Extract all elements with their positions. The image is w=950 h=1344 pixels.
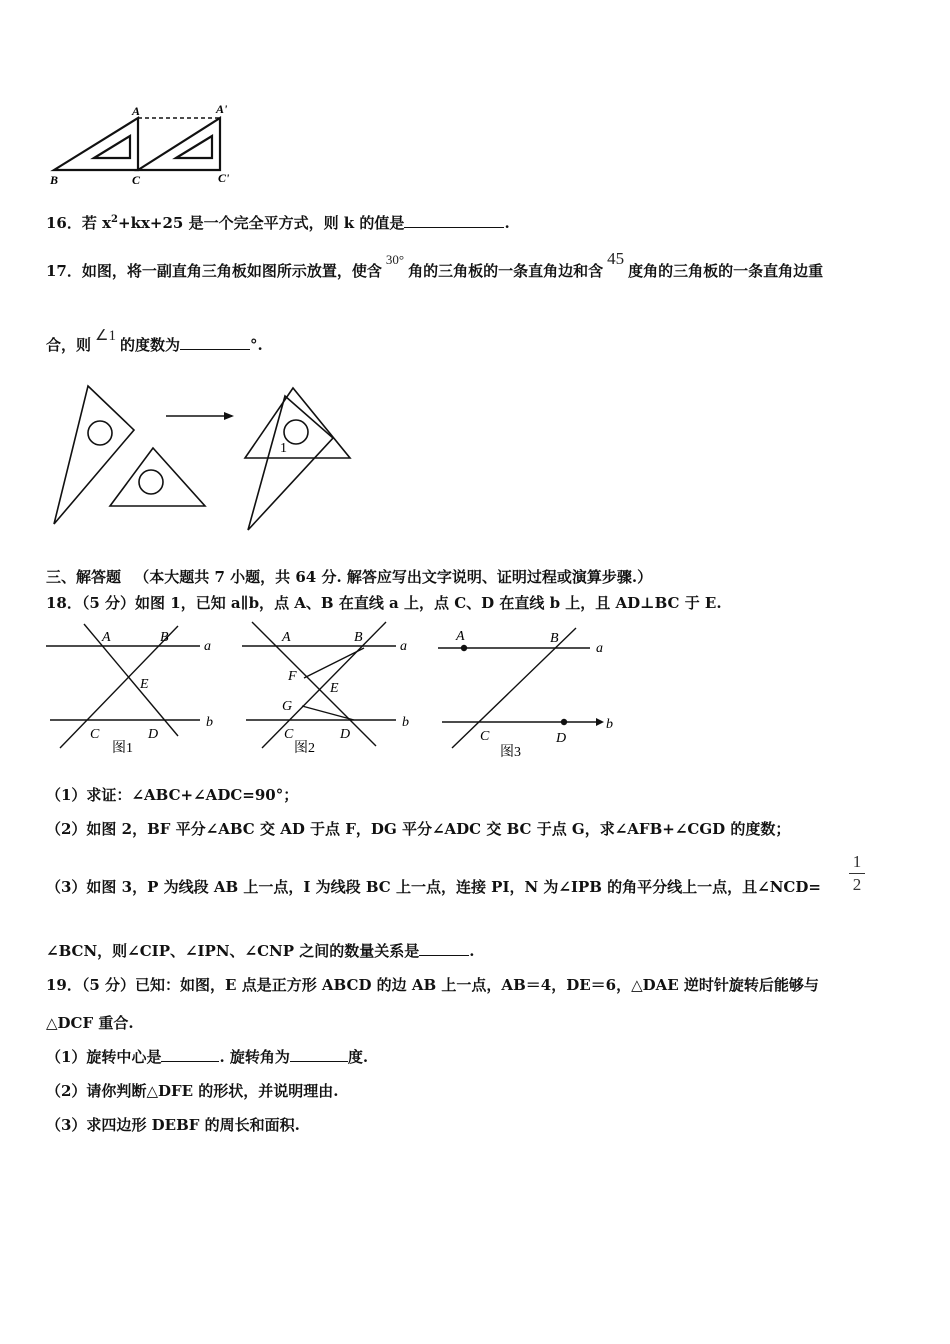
figure-1 — [46, 624, 213, 756]
q18-answer-blank[interactable] — [419, 941, 469, 956]
question-18-stem: 18．（5 分）如图 1，已知 a∥b，点 A、B 在直线 a 上，点 C、D 在直线 b 上，且 AD⊥BC 于 E. — [46, 594, 722, 612]
q16-answer-blank[interactable] — [404, 213, 504, 228]
fig2-label-e: E — [330, 681, 339, 696]
triangle-abc-inner — [94, 136, 130, 158]
triangle-abc — [54, 118, 138, 170]
fig3-label-line-a: a — [596, 641, 603, 656]
fig1-label-d: D — [148, 727, 159, 742]
q17-end: °. — [249, 336, 263, 354]
fig1-caption: 图1 — [112, 741, 133, 756]
fig3-label-b: B — [550, 631, 559, 646]
section-3-header — [46, 566, 652, 587]
fig3-point-d — [561, 719, 567, 725]
question-19-stem-line1: 19．（5 分）已知：如图，E 点是正方形 ABCD 的边 AB 上一点，AB＝4，DE＝6，△DAE 逆时针旋转后能够与 — [46, 976, 819, 994]
q17-angle1: ∠1 — [95, 328, 116, 344]
q18-fraction-numerator: 1 — [852, 852, 862, 871]
question-16 — [46, 212, 510, 233]
q16-exponent: 2 — [111, 214, 119, 225]
q17-line2-pre: 合，则 — [46, 336, 92, 354]
fig3-label-a: A — [456, 629, 465, 644]
question-17-line1 — [46, 249, 824, 281]
question-19-stem-line2: △DCF 重合. — [46, 1014, 134, 1032]
hole-30-left — [88, 421, 112, 445]
fig3-line-bc — [452, 628, 576, 748]
q18-part3-pre: （3）如图 3，P 为线段 AB 上一点，I 为线段 BC 上一点，连接 PI，N 为∠IPB 的角平分线上一点，且∠NCD= — [46, 878, 821, 896]
arrow-head — [224, 412, 234, 420]
fig3-label-line-b: b — [606, 717, 613, 732]
fig3-label-d: D — [556, 731, 567, 746]
fig2-label-a: A — [282, 630, 291, 645]
q19-part1-pre: （1）旋转中心是 — [46, 1048, 162, 1066]
question-18-part1: （1）求证：∠ABC+∠ADC=90°； — [46, 786, 299, 804]
fig2-label-d: D — [340, 727, 351, 742]
figure-3 — [438, 628, 613, 760]
q17-post: 度角的三角板的一条直角边重 — [628, 262, 824, 280]
triangle-45-combined — [245, 388, 350, 458]
fig1-label-line-b: b — [206, 715, 213, 730]
fig1-label-line-a: a — [204, 639, 211, 654]
q19-angle-blank[interactable] — [290, 1047, 348, 1062]
fig2-line-dg — [302, 706, 354, 720]
question-19-part1 — [46, 1046, 368, 1067]
triangle-shifted-inner — [176, 136, 212, 158]
fig2-line-bf — [304, 648, 364, 678]
q17-angle45: 45 — [607, 249, 625, 268]
q19-part1-end: 度. — [347, 1048, 369, 1066]
q16-pre: 16．若 x — [46, 214, 112, 232]
fig3-point-a — [461, 645, 467, 651]
question-19-part3: （3）求四边形 DEBF 的周长和面积. — [46, 1116, 300, 1134]
parallel-lines-figures — [40, 618, 620, 764]
fig1-label-c: C — [90, 727, 100, 742]
fig1-label-e: E — [140, 677, 149, 692]
figure-2 — [242, 622, 409, 756]
fig2-label-f: F — [288, 669, 297, 684]
q17-mid: 角的三角板的一条直角边和含 — [408, 262, 604, 280]
fig2-label-g: G — [282, 699, 293, 714]
q18-fraction-bar — [849, 873, 865, 874]
q18-fraction-denominator: 2 — [852, 875, 862, 894]
triangle-shift-figure — [40, 100, 240, 190]
fig2-label-line-a: a — [400, 639, 407, 654]
fig2-label-b: B — [354, 630, 363, 645]
q17-answer-blank[interactable] — [180, 335, 250, 350]
hole-combined — [284, 420, 308, 444]
q19-part1-mid: . 旋转角为 — [219, 1048, 290, 1066]
q17-angle30: 30° — [385, 252, 405, 267]
q17-line2-post: 的度数为 — [119, 336, 180, 354]
triangle-30-left — [54, 386, 134, 524]
fig2-caption: 图2 — [294, 741, 315, 756]
question-18-part2: （2）如图 2，BF 平分∠ABC 交 AD 于点 F，DG 平分∠ADC 交 BC 于点 G，求∠AFB+∠CGD 的度数； — [46, 820, 791, 838]
question-18-part3-line2 — [46, 940, 475, 961]
angle-1-label: 1 — [280, 441, 287, 456]
q18-fraction — [849, 852, 865, 895]
fig1-label-b: B — [160, 630, 169, 645]
q18-part3-end: . — [469, 942, 475, 960]
q16-end: . — [504, 214, 510, 232]
q18-part3-line2-text: ∠BCN，则∠CIP、∠IPN、∠CNP 之间的数量关系是 — [46, 942, 420, 960]
label-c-prime: C' — [218, 171, 230, 185]
label-b: B — [50, 173, 59, 187]
question-19-part2: （2）请你判断△DFE 的形状，并说明理由. — [46, 1082, 339, 1100]
label-c: C — [132, 173, 141, 187]
set-square-figure — [40, 378, 370, 538]
fig3-caption: 图3 — [500, 745, 521, 760]
q19-center-blank[interactable] — [161, 1047, 219, 1062]
fig2-label-c: C — [284, 727, 294, 742]
fig2-line-bc — [262, 622, 386, 748]
label-a: A — [132, 104, 141, 118]
fig3-arrow-b — [596, 718, 604, 726]
label-a-prime: A' — [216, 102, 228, 116]
fig3-label-c: C — [480, 729, 490, 744]
q16-post: +kx+25 是一个完全平方式，则 k 的值是 — [118, 214, 405, 232]
question-18-part3-line1 — [46, 876, 821, 897]
fig2-label-line-b: b — [402, 715, 409, 730]
section-3-title: 三、解答题 — [46, 568, 122, 586]
section-3-desc: （本大题共 7 小题，共 64 分. 解答应写出文字说明、证明过程或演算步骤.） — [134, 568, 653, 586]
triangle-45-right — [110, 448, 205, 506]
triangle-a-prime-b-prime-c-prime — [138, 118, 220, 170]
hole-45-right — [139, 470, 163, 494]
question-17-line2 — [46, 328, 263, 355]
q17-pre: 17．如图，将一副直角三角板如图所示放置，使含 — [46, 262, 382, 280]
triangle-30-combined — [248, 396, 333, 530]
fig1-label-a: A — [102, 630, 111, 645]
